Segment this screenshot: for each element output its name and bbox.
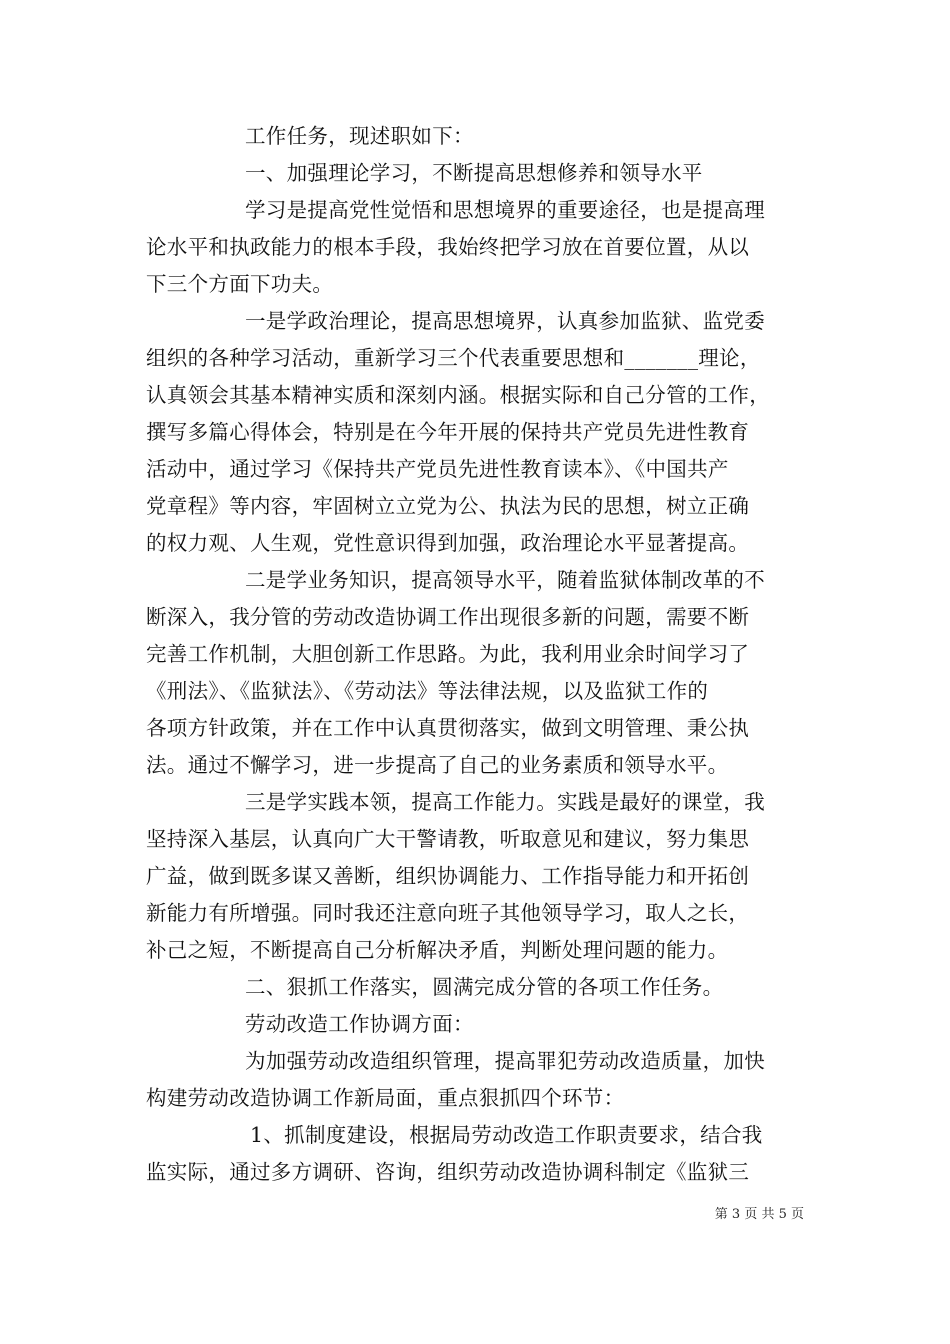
text-line: 1、抓制度建设，根据局劳动改造工作职责要求，结合我 <box>250 1123 763 1147</box>
text-line: 三是学实践本领，提高工作能力。实践是最好的课堂，我 <box>245 790 765 814</box>
text-line: 的权力观、人生观，党性意识得到加强，政治理论水平显著提高。 <box>146 531 750 555</box>
text-line: 为加强劳动改造组织管理，提高罪犯劳动改造质量，加快 <box>245 1049 765 1073</box>
text-line: 断深入，我分管的劳动改造协调工作出现很多新的问题，需要不断 <box>146 605 750 629</box>
text-line: 活动中，通过学习《保持共产党员先进性教育读本》、《中国共产 <box>146 457 729 481</box>
text-line: 认真领会其基本精神实质和深刻内涵。根据实际和自己分管的工作， <box>146 383 770 407</box>
text-line: 论水平和执政能力的根本手段，我始终把学习放在首要位置，从以 <box>146 235 750 259</box>
text-line: 《刑法》、《监狱法》、《劳动法》等法律法规，以及监狱工作的 <box>146 679 709 703</box>
text-line: 法。通过不懈学习，进一步提高了自己的业务素质和领导水平。 <box>146 753 729 777</box>
text-line: 党章程》等内容，牢固树立立党为公、执法为民的思想，树立正确 <box>146 494 750 518</box>
text-line: 新能力有所增强。同时我还注意向班子其他领导学习，取人之长， <box>146 901 750 925</box>
text-line: 工作任务，现述职如下： <box>245 124 474 148</box>
text-line: 撰写多篇心得体会，特别是在今年开展的保持共产党员先进性教育 <box>146 420 750 444</box>
text-line: 一是学政治理论，提高思想境界，认真参加监狱、监党委 <box>245 309 765 333</box>
text-line: 劳动改造工作协调方面： <box>245 1012 474 1036</box>
text-line: 完善工作机制，大胆创新工作思路。为此，我利用业余时间学习了 <box>146 642 750 666</box>
document-body <box>146 118 818 1191</box>
text-line: 监实际，通过多方调研、咨询，组织劳动改造协调科制定《监狱三 <box>146 1160 750 1184</box>
text-line: 坚持深入基层，认真向广大干警请教，听取意见和建议，努力集思 <box>146 827 750 851</box>
text-line: 构建劳动改造协调工作新局面，重点狠抓四个环节： <box>146 1086 625 1110</box>
text-line: 学习是提高党性觉悟和思想境界的重要途径，也是提高理 <box>245 198 765 222</box>
page-number-footer: 第 3 页 共 5 页 <box>714 1207 804 1222</box>
text-line: 组织的各种学习活动，重新学习三个代表重要思想和_______理论， <box>146 346 761 370</box>
text-line: 二是学业务知识，提高领导水平，随着监狱体制改革的不 <box>245 568 765 592</box>
text-line: 下三个方面下功夫。 <box>146 272 334 296</box>
text-line: 广益，做到既多谋又善断，组织协调能力、工作指导能力和开拓创 <box>146 864 750 888</box>
text-line: 各项方针政策，并在工作中认真贯彻落实，做到文明管理、秉公执 <box>146 716 750 740</box>
text-line: 补己之短，不断提高自己分析解决矛盾，判断处理问题的能力。 <box>146 938 729 962</box>
text-line: 二、狠抓工作落实，圆满完成分管的各项工作任务。 <box>245 975 724 999</box>
text-line: 一、加强理论学习，不断提高思想修养和领导水平 <box>245 161 703 185</box>
